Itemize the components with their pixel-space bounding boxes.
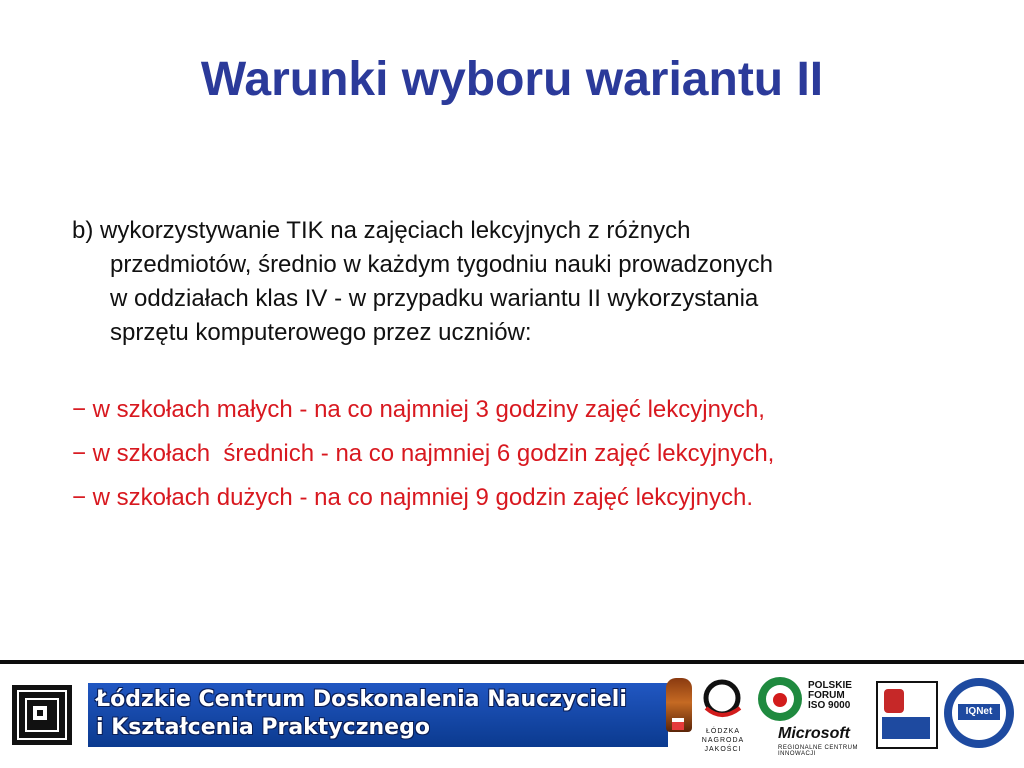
award-text-2: NAGRODA xyxy=(701,737,745,744)
paragraph-line-4: sprzętu komputerowego przez uczniów: xyxy=(110,319,532,346)
microsoft-subtitle: REGIONALNE CENTRUM INNOWACJI xyxy=(778,745,859,757)
iso-circle-icon xyxy=(758,677,802,721)
paragraph-line-3: w oddziałach klas IV - w przypadku wariantu II wykorzystania xyxy=(110,285,759,312)
lodzka-nagroda-logo xyxy=(696,678,750,760)
pcbc-badge-icon xyxy=(882,717,930,739)
banner-line-1: Łódzkie Centrum Doskonalenia Nauczycieli xyxy=(96,687,627,712)
iqnet-certified-logo xyxy=(944,678,1014,748)
paragraph-line-2: przedmiotów, średnio w każdym tygodniu nauki prowadzonych xyxy=(110,251,774,278)
pf-line-1: POLSKIE xyxy=(808,680,852,691)
list-item: − w szkołach średnich - na co najmniej 6 godzin zajęć lekcyjnych, xyxy=(72,440,775,467)
trophy-icon xyxy=(666,678,692,742)
pf-text xyxy=(808,681,852,711)
requirements-list xyxy=(72,396,972,528)
pcbc-certificate-logo xyxy=(876,681,938,749)
paragraph-line-1: b) wykorzystywanie TIK na zajęciach lekcyjnych z różnych xyxy=(72,217,691,244)
list-item: − w szkołach małych - na co najmniej 3 godziny zajęć lekcyjnych, xyxy=(72,396,765,423)
award-text-3: JAKOŚCI xyxy=(704,746,742,753)
microsoft-logo: Microsoft xyxy=(778,725,850,742)
banner-line-2: i Kształcenia Praktycznego xyxy=(96,715,430,740)
award-text-1: ŁÓDZKA xyxy=(705,728,740,735)
body-paragraph xyxy=(72,214,952,350)
institution-banner xyxy=(88,683,668,747)
iqnet-label: IQNet xyxy=(958,704,1000,720)
eagle-icon xyxy=(884,689,904,713)
quality-award-icon xyxy=(700,678,744,722)
polskie-forum-iso-logo xyxy=(758,677,868,757)
list-item: − w szkołach dużych - na co najmniej 9 godzin zajęć lekcyjnych. xyxy=(72,484,753,511)
pf-line-3: ISO 9000 xyxy=(808,700,851,711)
pf-line-2: FORUM xyxy=(808,690,845,701)
footer-divider xyxy=(0,660,1024,664)
slide-title: Warunki wyboru wariantu II xyxy=(200,53,824,106)
institution-logo-icon xyxy=(12,685,72,745)
